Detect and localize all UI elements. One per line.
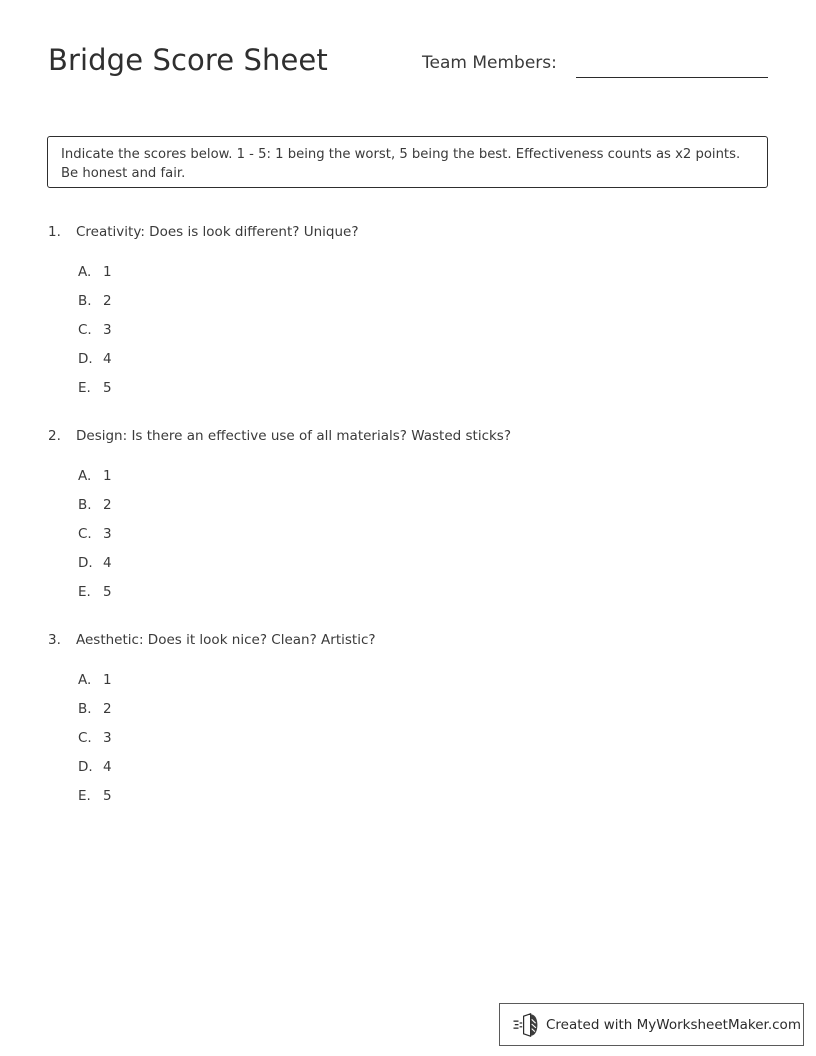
option-value: 2 [103, 701, 112, 717]
answer-option[interactable] [0, 728, 816, 757]
option-letter: E. [78, 788, 91, 804]
footer-attribution-text: Created with MyWorksheetMaker.com [546, 1016, 801, 1033]
option-letter: C. [78, 526, 92, 542]
option-value: 1 [103, 264, 112, 280]
instructions-box [47, 136, 768, 188]
answer-options [0, 670, 816, 815]
option-value: 1 [103, 468, 112, 484]
worksheet-maker-logo-icon [513, 1013, 539, 1037]
option-value: 5 [103, 788, 112, 804]
question-block [0, 426, 816, 611]
option-letter: D. [78, 351, 93, 367]
option-value: 5 [103, 380, 112, 396]
answer-option[interactable] [0, 699, 816, 728]
question-text: Design: Is there an effective use of all materials? Wasted sticks? [76, 428, 512, 444]
option-letter: D. [78, 759, 93, 775]
option-value: 2 [103, 497, 112, 513]
team-members-label: Team Members: [422, 53, 557, 73]
answer-options [0, 262, 816, 407]
instructions-text: Indicate the scores below. 1 - 5: 1 being the worst, 5 being the best. Effectiveness counts as x2 points. Be honest and fair. [61, 147, 741, 181]
question-number: 3. [48, 632, 61, 648]
answer-option[interactable] [0, 553, 816, 582]
footer-attribution-badge[interactable] [499, 1003, 804, 1046]
page-title: Bridge Score Sheet [48, 43, 328, 77]
option-value: 2 [103, 293, 112, 309]
option-letter: E. [78, 584, 91, 600]
page-header [0, 40, 816, 96]
option-letter: A. [78, 672, 92, 688]
answer-option[interactable] [0, 495, 816, 524]
option-letter: A. [78, 468, 92, 484]
question-block [0, 222, 816, 407]
answer-option[interactable] [0, 582, 816, 611]
answer-option[interactable] [0, 670, 816, 699]
option-letter: E. [78, 380, 91, 396]
question-number: 2. [48, 428, 61, 444]
option-value: 5 [103, 584, 112, 600]
question-block [0, 630, 816, 815]
question-text: Aesthetic: Does it look nice? Clean? Artistic? [76, 632, 376, 648]
option-letter: C. [78, 730, 92, 746]
answer-option[interactable] [0, 524, 816, 553]
option-letter: A. [78, 264, 92, 280]
question-row [0, 222, 816, 251]
answer-option[interactable] [0, 349, 816, 378]
option-letter: B. [78, 701, 92, 717]
answer-option[interactable] [0, 320, 816, 349]
answer-option[interactable] [0, 786, 816, 815]
option-value: 4 [103, 759, 112, 775]
question-text: Creativity: Does is look different? Unique? [76, 224, 359, 240]
answer-option[interactable] [0, 378, 816, 407]
option-value: 3 [103, 322, 112, 338]
questions-list [0, 222, 816, 834]
answer-option[interactable] [0, 757, 816, 786]
option-letter: B. [78, 497, 92, 513]
option-value: 4 [103, 351, 112, 367]
answer-option[interactable] [0, 291, 816, 320]
question-row [0, 630, 816, 659]
option-letter: C. [78, 322, 92, 338]
question-number: 1. [48, 224, 61, 240]
option-value: 4 [103, 555, 112, 571]
team-members-field [422, 52, 772, 84]
team-members-write-in-line[interactable] [576, 77, 768, 78]
answer-options [0, 466, 816, 611]
option-letter: D. [78, 555, 93, 571]
answer-option[interactable] [0, 262, 816, 291]
question-row [0, 426, 816, 455]
option-letter: B. [78, 293, 92, 309]
option-value: 1 [103, 672, 112, 688]
option-value: 3 [103, 730, 112, 746]
answer-option[interactable] [0, 466, 816, 495]
option-value: 3 [103, 526, 112, 542]
